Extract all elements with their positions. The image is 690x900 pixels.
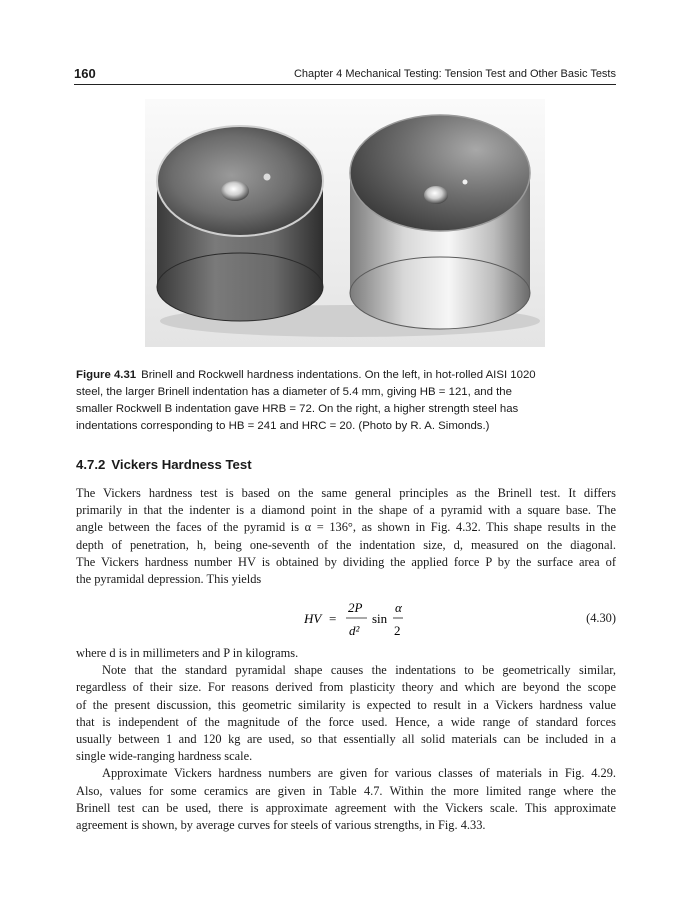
equation-numerator: 2P	[348, 600, 363, 615]
caption-line-1: Figure 4.31 Brinell and Rockwell hardness indentations. On the left, in hot-rolled AISI 1020	[76, 369, 536, 381]
text-line: usually between 1 and 120 kg are used, so that essentially all solid materials can be included in a	[76, 732, 616, 747]
text-line: Note that the standard pyramidal shape causes the indentations to be geometrically similar,	[102, 663, 616, 678]
text-line: the pyramidal depression. This yields	[76, 572, 262, 587]
text-line: The Vickers hardness number HV is obtained by dividing the applied force P by the surface area of	[76, 554, 616, 569]
page-header	[74, 64, 616, 85]
text-line: single wide-ranging hardness scale.	[76, 749, 253, 764]
brinell-indentation-right	[424, 186, 448, 204]
section-title: Vickers Hardness Test	[111, 457, 252, 472]
equation-function: sin	[372, 611, 388, 626]
text-line: regardless of their size. For reasons derived from plasticity theory and which are beyond the scope	[76, 680, 616, 695]
equation-equals: =	[329, 611, 337, 626]
rockwell-indentation-right	[463, 180, 468, 185]
rockwell-indentation	[264, 174, 271, 181]
equation-number: (4.30)	[586, 611, 616, 625]
text-line: angle between the faces of the pyramid is α = 136°, as shown in Fig. 4.32. This shape results in the	[76, 520, 616, 535]
figure-caption	[76, 367, 616, 435]
text-line: primarily in that the indenter is a diamond point in the shape of a pyramid with a square base. The	[76, 503, 616, 518]
paragraph-1	[76, 485, 616, 588]
text-line: Approximate Vickers hardness numbers are given for various classes of materials in Fig. 4.29.	[102, 766, 616, 781]
section-heading	[76, 457, 252, 472]
text-line: of the present discussion, this geometric similarity is expected to result in a Vickers hardness value	[76, 697, 616, 712]
text-line: Also, values for some ceramics are given in Table 4.7. Within the more limited range where the	[76, 783, 616, 798]
equation-angle-numerator: α	[395, 600, 402, 615]
equation-denominator: d²	[349, 623, 360, 638]
text-line: depth of penetration, h, being one-seventh of the indentation size, d, measured on the diagonal.	[76, 537, 616, 552]
equation-4-30	[76, 598, 616, 642]
text-line: Brinell test can be used, there is approximate agreement with the Vickers scale. This approximate	[76, 800, 616, 815]
text-line: where d is in millimeters and P in kilograms.	[76, 646, 299, 660]
left-specimen	[157, 126, 323, 321]
text-line: that is independent of the magnitude of the force used. Hence, a wide range of standard forces	[76, 714, 616, 729]
caption-line-2: steel, the larger Brinell indentation has a diameter of 5.4 mm, giving HB = 121, and the	[76, 386, 512, 398]
caption-line-3: smaller Rockwell B indentation gave HRB = 72. On the right, a higher strength steel has	[76, 403, 519, 415]
caption-line-4: indentations corresponding to HB = 241 and HRC = 20. (Photo by R. A. Simonds.)	[76, 420, 490, 432]
right-specimen	[350, 115, 530, 329]
page-number: 160	[74, 66, 96, 81]
equation-lhs: HV	[304, 611, 322, 626]
equation-body	[304, 598, 424, 642]
figure-photo	[145, 99, 545, 347]
text-line: agreement is shown, by average curves for steels of various strengths, in Fig. 4.33.	[76, 818, 486, 833]
brinell-indentation	[221, 181, 249, 201]
figure-label: Figure 4.31	[76, 369, 137, 381]
text-line: The Vickers hardness test is based on the same general principles as the Brinell test. It differs	[76, 486, 616, 500]
equation-angle-denominator: 2	[394, 623, 401, 638]
section-number: 4.7.2	[76, 457, 106, 472]
paragraph-2	[76, 645, 616, 834]
running-title: Chapter 4 Mechanical Testing: Tension Test and Other Basic Tests	[293, 68, 616, 80]
